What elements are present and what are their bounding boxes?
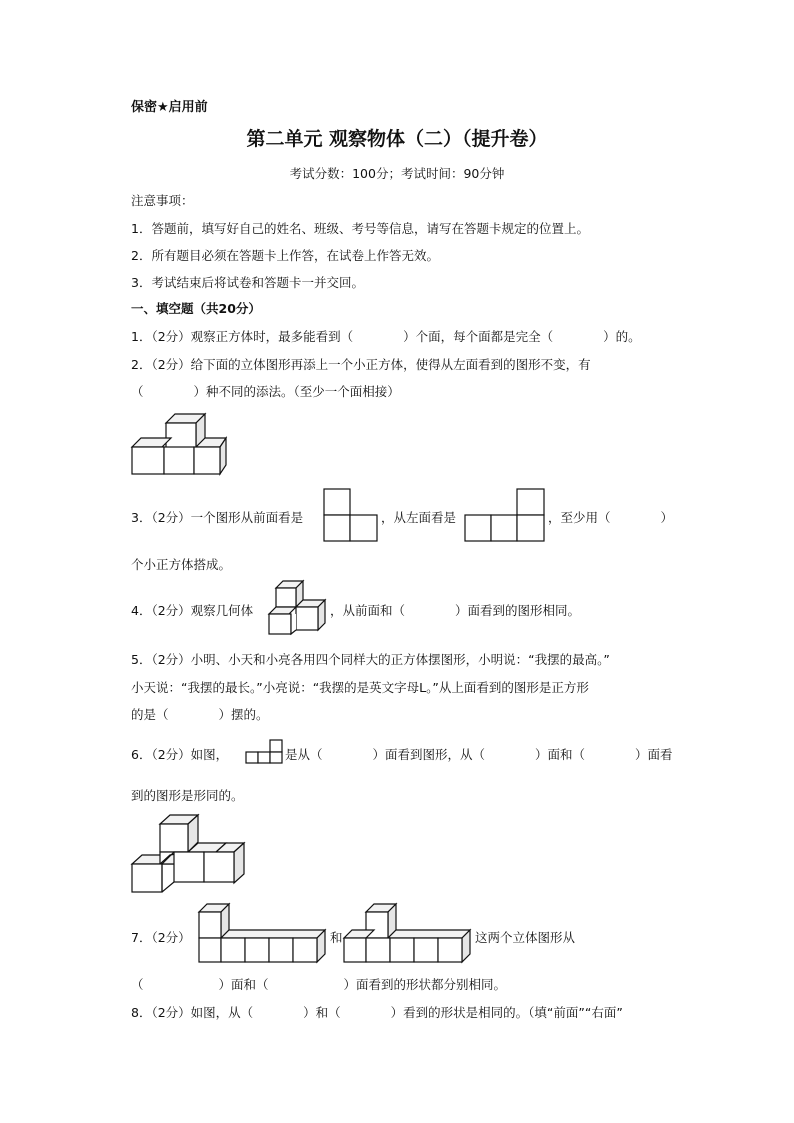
secret-label: 保密★启用前 [131,100,208,115]
q7-figure-right [342,902,474,964]
q3-left-view-figure [464,488,546,542]
question-6-line2: 到的图形是形同的。 [131,788,244,803]
question-1: 1．（2分）观察正方体时，最多能看到（ ）个面，每个面都是完全（ ）的。 [131,329,641,344]
question-3-line2: 个小正方体搭成。 [131,557,232,572]
question-2-line1: 2．（2分）给下面的立体图形再添上一个小正方体，使得从左面看到的图形不变，有 [131,357,591,372]
notice-item: 3．考试结束后将试卷和答题卡一并交回。 [131,275,364,290]
q6-view-figure [241,739,285,765]
question-7-line2: （ ）面和（ ）面看到的形状都分别相同。 [131,977,507,992]
question-7-part-a: 7．（2分） [131,930,191,945]
question-4-part-a: 4．（2分）观察几何体 [131,603,254,618]
question-3-part-c: ，至少用（ ） [548,510,674,525]
question-3-part-a: 3．（2分）一个图形从前面看是 [131,510,304,525]
notice-item: 1．答题前，填写好自己的姓名、班级、考号等信息，请写在答题卡规定的位置上。 [131,221,589,236]
question-6-part-a: 6．（2分）如图， [131,747,229,762]
notice-heading: 注意事项： [131,193,194,208]
notice-item: 2．所有题目必须在答题卡上作答，在试卷上作答无效。 [131,248,439,263]
page-title: 第二单元 观察物体（二）（提升卷） [246,128,548,150]
question-2-line2: （ ）种不同的添法。（至少一个面相接） [131,384,400,399]
question-6-part-b: 是从（ ）面看到图形，从（ ）面和（ ）面看 [285,747,673,762]
question-7-part-b: 和 [330,930,343,945]
question-4-part-b: ，从前面和（ ）面看到的图形相同。 [330,603,581,618]
q6-cube-figure [130,812,248,894]
exam-meta: 考试分数：100分；考试时间：90分钟 [289,166,505,181]
q3-front-view-figure [323,488,379,542]
question-8: 8．（2分）如图，从（ ）和（ ）看到的形状是相同的。（填“前面”“右面” [131,1005,623,1020]
q7-figure-left [197,902,329,964]
q4-cube-figure [266,578,330,636]
question-5-line3: 的是（ ）摆的。 [131,707,269,722]
question-5-line1: 5．（2分）小明、小天和小亮各用四个同样大的正方体摆图形，小明说：“我摆的最高。” [131,652,610,667]
question-3-part-b: ，从左面看是 [381,510,457,525]
section-heading: 一、填空题（共20分） [131,301,261,316]
question-7-part-c: 这两个立体图形从 [475,930,576,945]
q2-cube-figure [130,405,230,480]
question-5-line2: 小天说：“我摆的最长。”小亮说：“我摆的是英文字母L。”从上面看到的图形是正方形 [131,680,589,695]
